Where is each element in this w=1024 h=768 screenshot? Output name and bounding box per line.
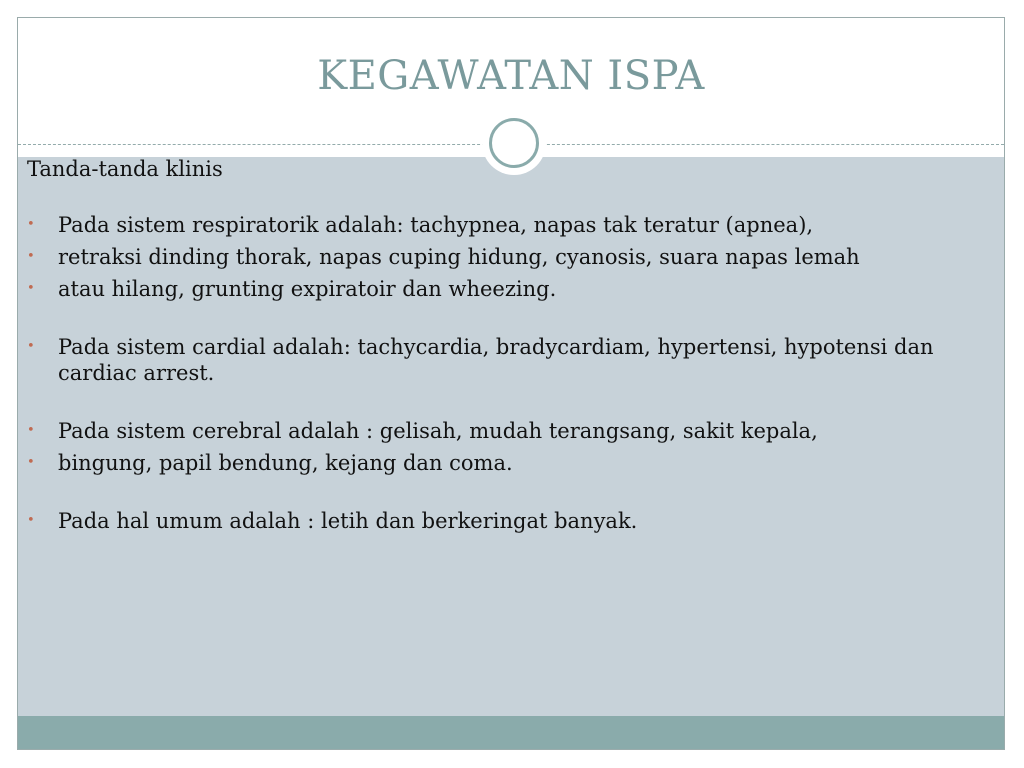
bullet-text: Pada hal umum adalah : letih dan berkeringat banyak. (58, 509, 638, 533)
bullet-dot-icon: • (27, 513, 35, 528)
bullet-dot-icon: • (27, 423, 35, 438)
slide-title: KEGAWATAN ISPA (317, 53, 705, 99)
bullet-dot-icon: • (27, 249, 35, 264)
bullet-text: Pada sistem cerebral adalah : gelisah, mudah terangsang, sakit kepala, (58, 419, 818, 443)
bullet-item (27, 450, 967, 476)
bullet-list (27, 212, 967, 534)
bullet-dot-icon: • (27, 217, 35, 232)
bullet-dot-icon: • (27, 455, 35, 470)
bullet-dot-icon: • (27, 281, 35, 296)
bullet-text: retraksi dinding thorak, napas cuping hidung, cyanosis, suara napas lemah (58, 245, 860, 269)
bullet-item (27, 508, 967, 534)
bullet-text: atau hilang, grunting expiratoir dan wheezing. (58, 277, 557, 301)
bullet-item (27, 212, 967, 238)
bullet-text: Pada sistem cardial adalah: tachycardia, bradycardiam, hypertensi, hypotensi dan cardiac arrest. (58, 335, 934, 385)
bullet-item (27, 418, 967, 444)
bullet-item (27, 244, 967, 270)
slide-body (27, 156, 967, 540)
bullet-text: bingung, papil bendung, kejang dan coma. (58, 451, 513, 475)
bullet-dot-icon: • (27, 339, 35, 354)
footer-bar (18, 716, 1004, 749)
subheading: Tanda-tanda klinis (27, 157, 223, 181)
bullet-text: Pada sistem respiratorik adalah: tachypnea, napas tak teratur (apnea), (58, 213, 814, 237)
bullet-item (27, 276, 967, 302)
bullet-item (27, 334, 967, 386)
